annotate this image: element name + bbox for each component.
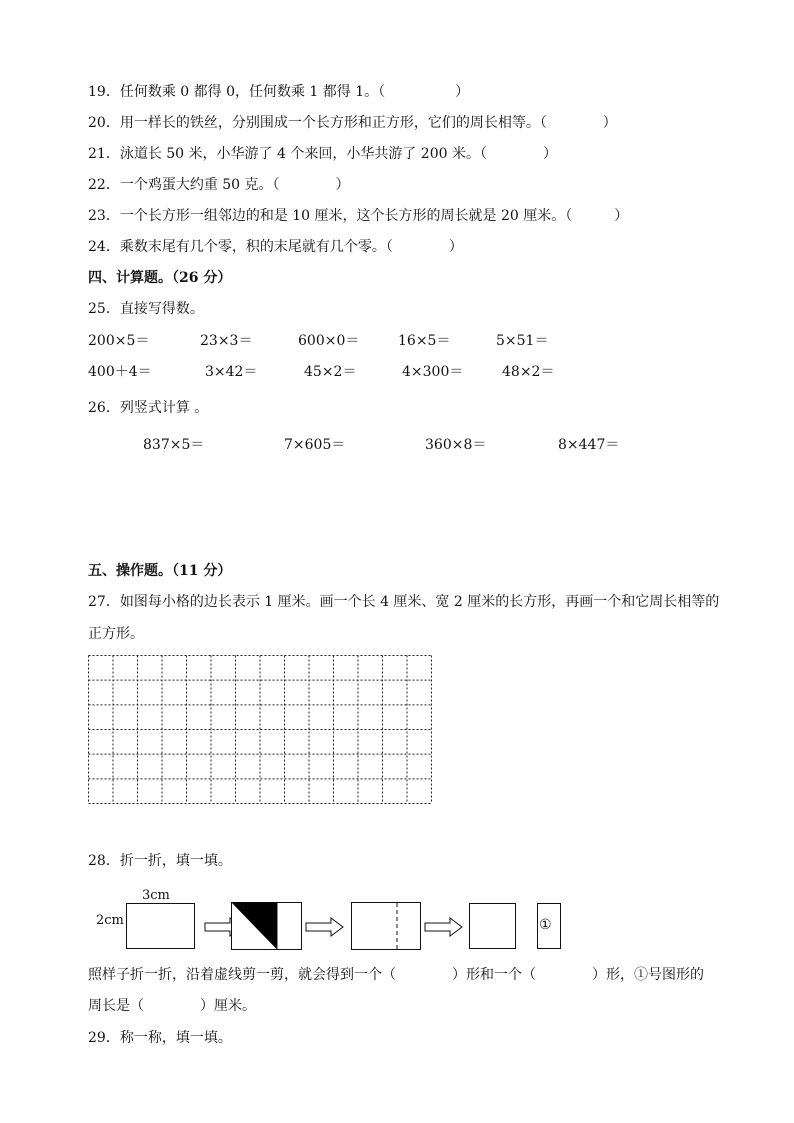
oral-calc-item: 16×5＝ xyxy=(398,333,451,349)
circle-one-label: ① xyxy=(539,917,552,933)
question-27-line-1: 27．如图每小格的边长表示 1 厘米。画一个长 4 厘米、宽 2 厘米的长方形，再画一个和它周长相等的 xyxy=(88,594,720,610)
oral-calc-item: 5×51＝ xyxy=(496,333,549,349)
folded-paper xyxy=(231,902,302,950)
question-28-text-1: 照样子折一折，沿着虚线剪一剪，就会得到一个（ ）形和一个（ ）形，①号图形的 xyxy=(88,967,704,983)
question-23: 23．一个长方形一组邻边的和是 10 厘米，这个长方形的周长就是 20 厘米。（ ） xyxy=(88,208,629,224)
result-square xyxy=(469,903,516,949)
oral-calc-item: 200×5＝ xyxy=(88,333,150,349)
question-27-line-2: 正方形。 xyxy=(88,626,144,642)
question-29: 29．称一称，填一填。 xyxy=(88,1030,232,1046)
vertical-calc-item: 837×5＝ xyxy=(143,437,205,453)
question-25: 25．直接写得数。 xyxy=(88,301,204,317)
vertical-calc-item: 360×8＝ xyxy=(425,437,487,453)
vertical-calc-item: 7×605＝ xyxy=(284,437,346,453)
arrow-icon xyxy=(424,917,464,937)
question-26: 26．列竖式计算 。 xyxy=(88,400,209,416)
question-22: 22．一个鸡蛋大约重 50 克。（ ） xyxy=(88,177,350,193)
oral-calc-item: 45×2＝ xyxy=(304,364,357,380)
oral-calc-item: 600×0＝ xyxy=(298,333,360,349)
question-19: 19．任何数乘 0 都得 0，任何数乘 1 都得 1。（ ） xyxy=(88,84,470,100)
section-5-heading: 五、操作题。（11 分） xyxy=(88,563,232,579)
question-21: 21．泳道长 50 米，小华游了 4 个来回，小华共游了 200 米。（ ） xyxy=(88,146,557,162)
width-label: 3cm xyxy=(142,888,170,903)
section-4-heading: 四、计算题。（26 分） xyxy=(88,270,232,286)
oral-calc-item: 48×2＝ xyxy=(502,364,555,380)
oral-calc-item: 3×42＝ xyxy=(205,364,258,380)
height-label: 2cm xyxy=(96,913,124,928)
question-28: 28．折一折，填一填。 xyxy=(88,853,232,869)
question-20: 20．用一样长的铁丝，分别围成一个长方形和正方形，它们的周长相等。（ ） xyxy=(88,115,617,131)
question-28-text-2: 周长是（ ）厘米。 xyxy=(88,998,256,1014)
square-grid[interactable] xyxy=(88,655,433,805)
arrow-icon xyxy=(305,917,345,937)
original-rectangle xyxy=(126,903,195,949)
dashed-cut-rectangle xyxy=(351,902,422,950)
vertical-calc-item: 8×447＝ xyxy=(558,437,620,453)
oral-calc-item: 4×300＝ xyxy=(402,364,464,380)
oral-calc-item: 23×3＝ xyxy=(200,333,253,349)
question-24: 24．乘数末尾有几个零，积的末尾就有几个零。（ ） xyxy=(88,239,463,255)
oral-calc-item: 400＋4＝ xyxy=(88,364,152,380)
